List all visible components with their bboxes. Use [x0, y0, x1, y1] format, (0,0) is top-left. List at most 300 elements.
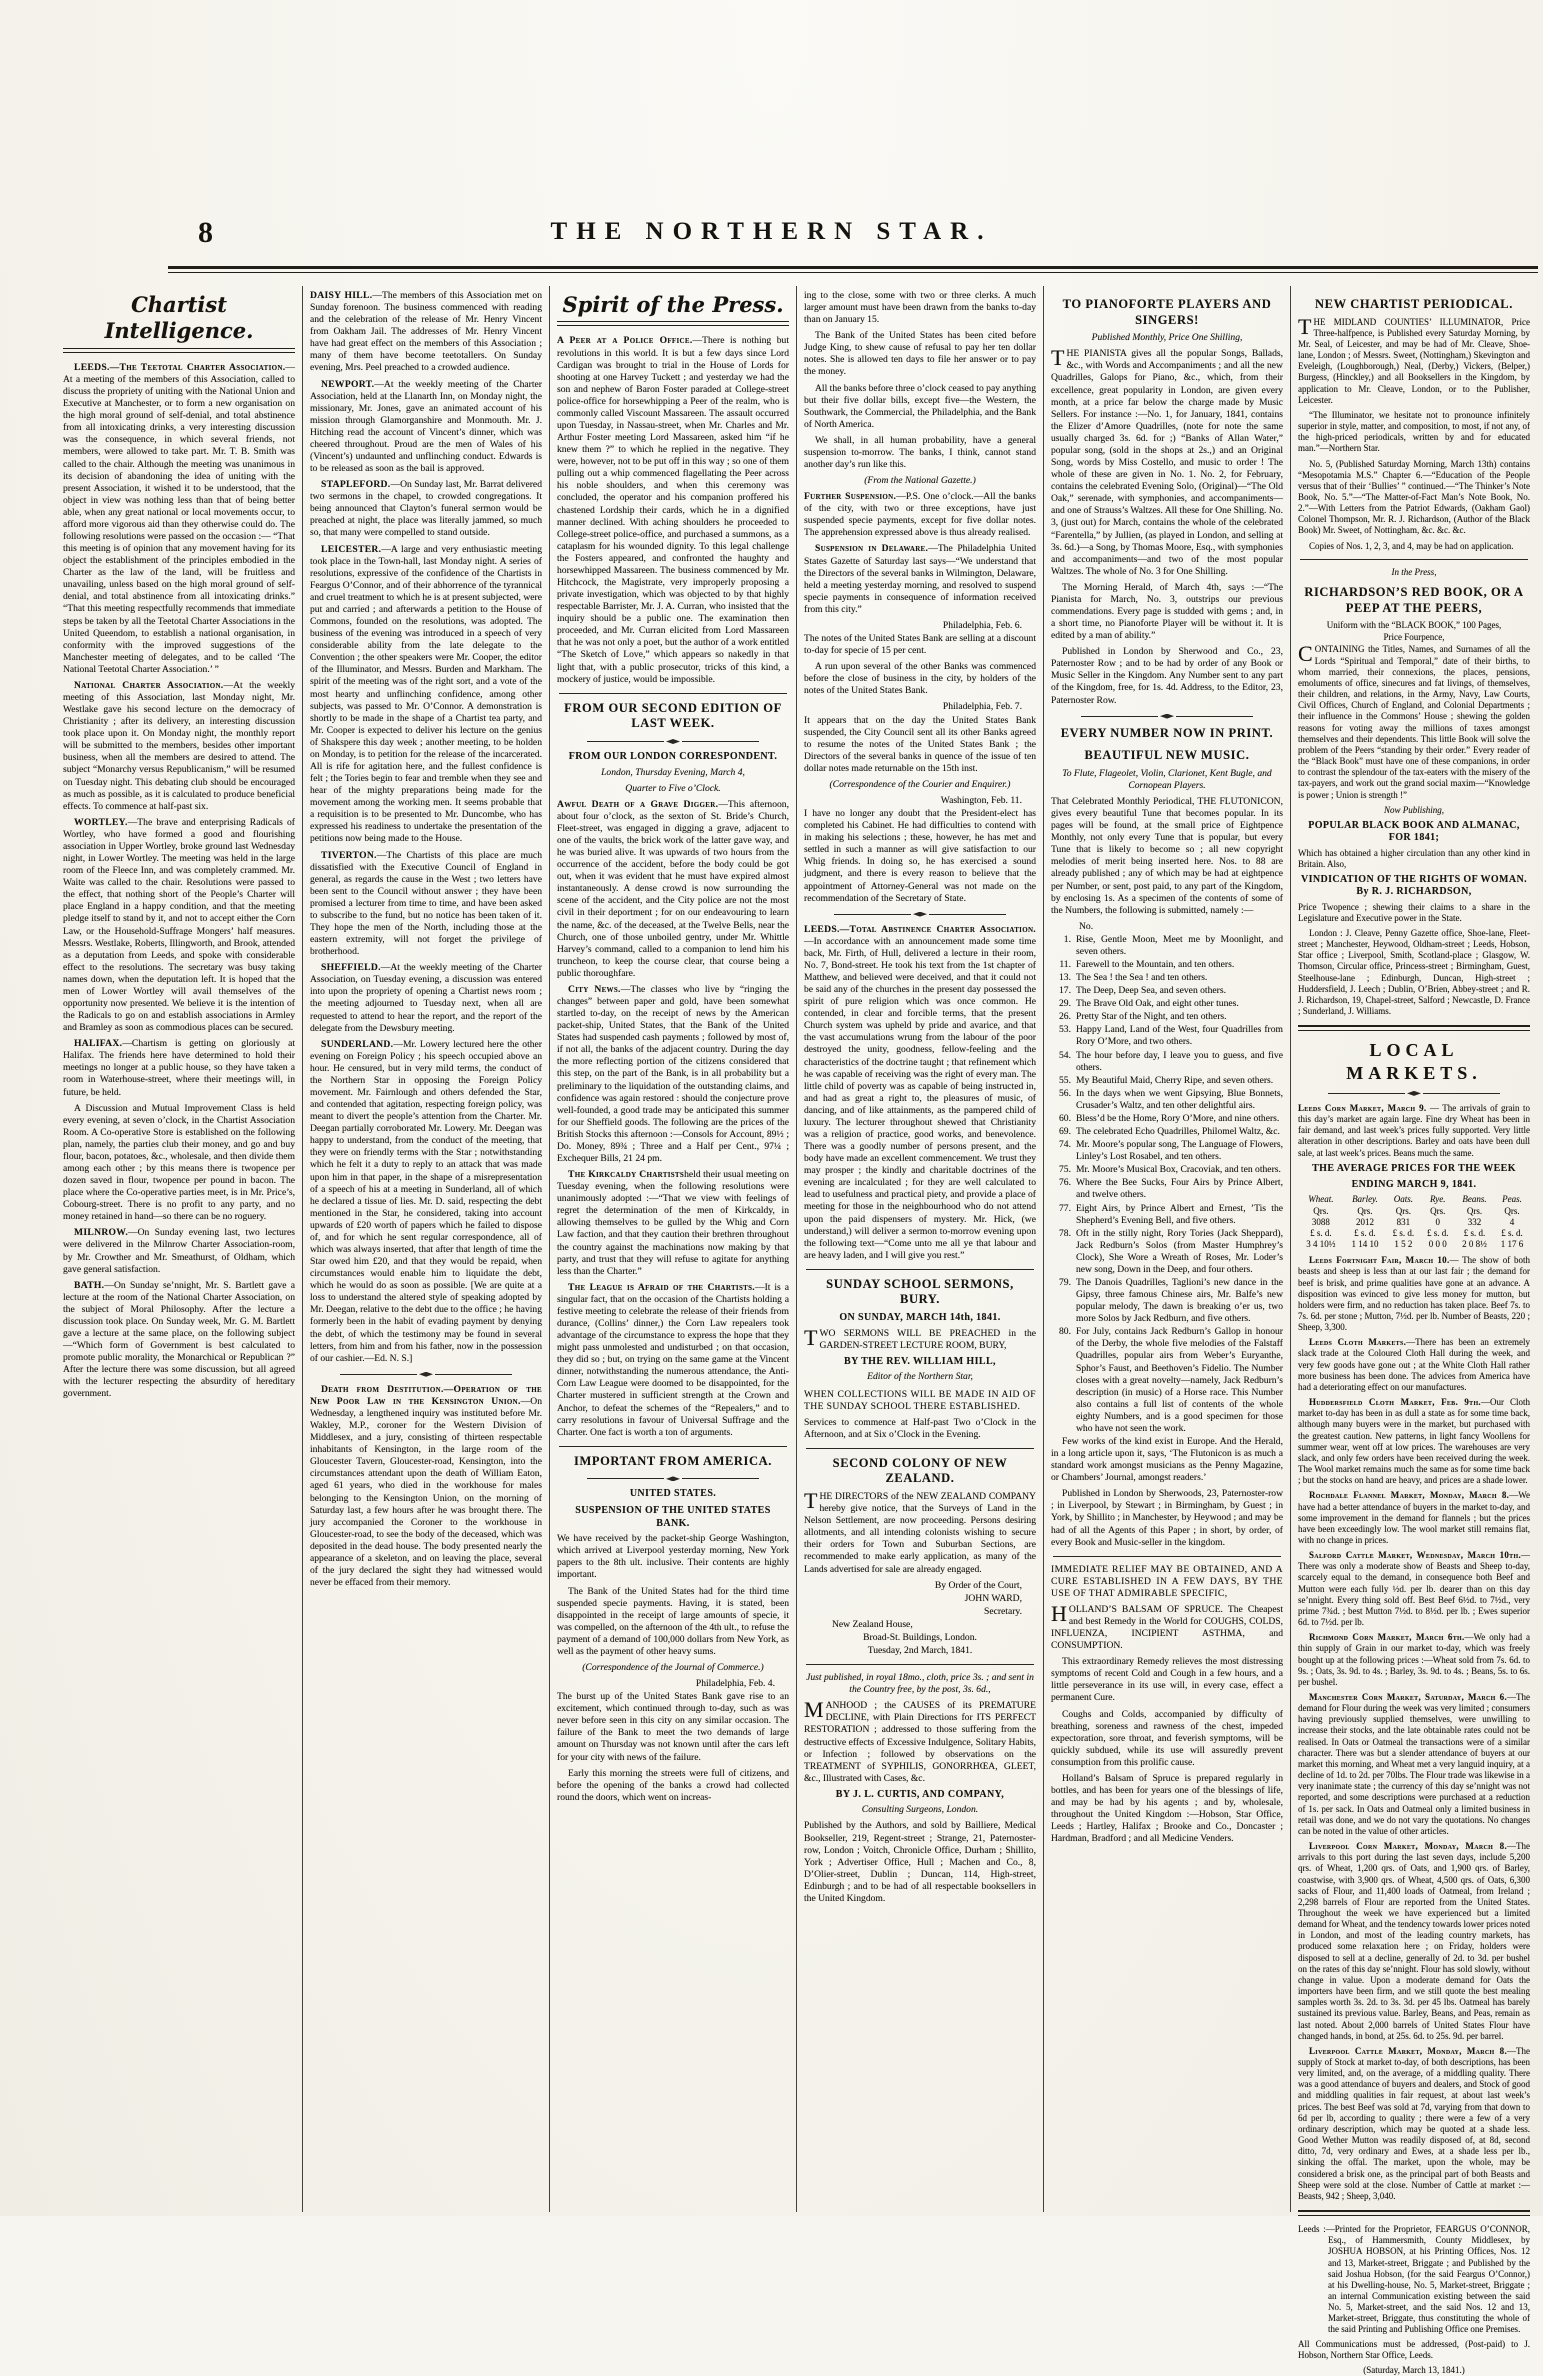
column-3-spirit-of-the-press: [549, 286, 796, 2212]
list-item-number: 60.: [1059, 1112, 1071, 1124]
list-item-text: The Sea ! the Sea ! and ten others.: [1076, 972, 1208, 984]
article-text: —In accordance with an announcement made some time back, Mr. Firth, of Hull, delivered a lecture in their room, No. 7, Bond-street. He took his text from the 1st chapter of Matthew, and believed were deceived, and that it could not be said any of the churches in the present day possessed the spirit of pure religion which was once common. He contended, in clear and forcible terms, that the present Church system was upheld by pride and avarice, and that the vast accumulations wrung from the labour of the poor destroyed the unity, goodness, fellow-feeling and the characteristics of the doctrine taught ; that refinement which he was capable of receiving was the right of every man. The little child of poverty was as capable of being instructed in, and had as great a right to, the pleasures of music, of dancing, and of like attainments, as the pampered child of luxury. The lecturer throughout shewed that Christianity was a religion of practice, good works, and benevolence. There was a goodly number of persons present, and the body have made an excellent commencement. We trust they may prosper ; the kindly and charitable doctrines of the evening are incalculated ; for they are well calculated to lead to usefulness and practical piety, and provide a place of meeting for those in the neighbourhood who do not attend upon the paid dispensers of mystery. Mr. Hick, (we understand,) will deliver a sermon to-morrow evening upon the following text—“Come unto me all ye that labour and are heavy laden, and I will give you rest.”: [804, 935, 1036, 1261]
list-item: [1051, 985, 1283, 997]
list-item-text: The celebrated Echo Quadrilles, Philomel Waltz, &c.: [1076, 1126, 1280, 1138]
table-header-row-cell: Barley.: [1352, 1194, 1378, 1205]
italic-line: Quarter to Five o’Clock.: [625, 782, 721, 794]
article-paragraph: [557, 1169, 789, 1278]
article-paragraph: [804, 290, 1036, 326]
table-header-row-cell: Oats.: [1393, 1194, 1413, 1205]
article-text: Coughs and Colds, accompanied by difficulty of breathing, soreness and rawness of the chest, impeded expectoration, sore throat, and feverish symptoms, will be quickly subdued, while its use will assuredly prevent consumption from this prolific cause.: [1051, 1708, 1283, 1768]
article-paragraph: [1298, 410, 1530, 455]
table-unit-row-cell: Qrs.: [1395, 1205, 1411, 1216]
list-item: [1051, 1177, 1283, 1201]
article-lead: DAISY HILL.: [310, 290, 373, 301]
table-header-row-cell: Wheat.: [1308, 1194, 1334, 1205]
table-unit-row: [1298, 1206, 1530, 1217]
article-text: —There has been an extremely slack trade at the Coloured Cloth Hall during the week, and very few goods have gone out ; at the White Cloth Hall rather more business has been done. The advices from America have had a deteriorating effect on our manufactures.: [1298, 1337, 1530, 1392]
article-text: — The arrivals of grain to this day’s market are again large. Fine dry Wheat has been in fair demand, and last week’s prices fully supported. Very little alteration in other descriptions. Barley and oats have been dull sale, at last week’s prices. Beans much the same.: [1298, 1102, 1530, 1158]
address-line: JOHN WARD,: [964, 1592, 1022, 1604]
caps-paragraph: WHEN COLLECTIONS WILL BE MADE IN AID OF THE SUNDAY SCHOOL THERE ESTABLISHED.: [804, 1388, 1036, 1412]
divider-rule-thin: [806, 1664, 1034, 1665]
article-text: Few works of the kind exist in Europe. And the Herald, in a long article upon it, says, ‘The Flutonicon is as much a standard work amongst musicians as the Penny Magazine, or Chambers’ Journal, amongst readers.’: [1051, 1435, 1283, 1484]
article-paragraph: [557, 799, 789, 980]
article-paragraph: [804, 661, 1036, 697]
list-item-text: The Deep, Deep Sea, and seven others.: [1076, 985, 1226, 997]
article-text: —On Sunday last, Mr. Barrat delivered two sermons in the chapel, to crowded congregations. It being announced that Clayton’s funeral sermon would be preached at night, the place was literally jammed, so much so, that many were compelled to stand outside.: [310, 479, 542, 539]
article-lead: Manchester Corn Market, Saturday, March 6.: [1309, 1692, 1507, 1702]
heading-h3: THE AVERAGE PRICES FOR THE WEEK: [1312, 1162, 1516, 1174]
article-text: —At the weekly meeting of this Association, last Monday night, Mr. Westlake gave his second lecture on the democracy of Christianity ; after its delivery, an interesting discussion took place upon it. On Monday night, the monthly report will be submitted to the members, besides other important business, when all the members are desired to attend. The subject “Monarchy versus Republicanism,” will be resumed on Tuesday night. This debating club should be encouraged as much as possible, as it is calculated to produce beneficial effects. To commence at half-past six.: [63, 679, 295, 812]
article-text: Published by the Authors, and sold by Bailliere, Medical Bookseller, 219, Regent-street ; Strange, 21, Paternoster-row, London ; Voitch, Chronicle Office, Durham ; Shillito, York ; Advertiser Office, Hull ; Machen and Co., 8, D’Olier-street, Dublin ; Duncan, 114, High-street, Edinburgh ; and to be had of all respectable booksellers in the United Kingdom.: [804, 1820, 1036, 1904]
list-item: [1051, 972, 1283, 984]
list-item: [1051, 1139, 1283, 1163]
article-paragraph: [1298, 1255, 1530, 1333]
article-paragraph: [1298, 902, 1530, 924]
column-5-music-advertisements: [1043, 286, 1290, 2212]
article-paragraph: [804, 1488, 1036, 1576]
address-line: Philadelphia, Feb. 7.: [942, 701, 1022, 713]
list-item-text: Eight Airs, by Prince Albert and Ernest, ’Tis the Shepherd’s Evening Bell, and five others.: [1076, 1202, 1283, 1226]
article-text: THE DIRECTORS of the NEW ZEALAND COMPANY hereby give notice, that the Surveys of Land in the Nelson Settlement, are now proceeding. Persons desiring allotments, and all intending colonists wishing to secure their orders for Town and Suburban Sections, are recommended to make early application, as many of the Lands advertised for sale are already engaged.: [804, 1488, 1036, 1575]
article-lead: Salford Cattle Market, Wednesday, March 10th.: [1309, 1550, 1521, 1561]
address-line: Philadelphia, Feb. 6.: [942, 619, 1022, 631]
list-item-number: 77.: [1059, 1202, 1071, 1214]
list-item: [1051, 1011, 1283, 1023]
list-item-number: 78.: [1059, 1227, 1071, 1239]
italic-line: Now Publishing,: [1383, 804, 1444, 815]
list-item: [1051, 1113, 1283, 1125]
article-paragraph: [1298, 2046, 1530, 2202]
address-line: New Zealand House,: [832, 1618, 913, 1630]
italic-line: Consulting Surgeons, London.: [861, 1804, 979, 1816]
divider-rule-thin: [806, 1269, 1034, 1270]
article-text: “The Illuminator, we hesitate not to pronounce infinitely superior in style, matter, and composition, to most, if not any, of the high-priced periodicals, written by and for educated man.”—Northern Star.: [1298, 409, 1530, 454]
section-title-rule: [63, 352, 295, 355]
article-text: —P.S. One o’clock.—All the banks of the city, with two or three exceptions, have just suspended specie payments, except for five dollar notes. The apprehension expressed above is thus already realised.: [804, 491, 1036, 539]
article-paragraph: [1298, 541, 1530, 552]
list-item-text: For July, contains Jack Redburn’s Gallop in honour of the Derby, the whole five melodies of the Falstaff Quadrilles, popular airs from Weber’s Euryanthe, Sphor’s Faust, and Beethoven’s Fidelio. The Number closes with a great novelty—namely, Jack Redburn’s description (in music) of a Horse race. This Number also contains a full list of contents of the whole eighty Numbers, and is a good specimen for those who have not seen the work.: [1076, 1326, 1283, 1434]
article-paragraph: [1298, 1397, 1530, 1486]
article-lead: Suspension in Delaware.: [815, 543, 929, 555]
list-item-number: 1.: [1063, 933, 1071, 945]
article-paragraph: [1051, 796, 1283, 917]
article-lead: WORTLEY.: [74, 816, 128, 828]
list-item-text: Where the Bee Sucks, Four Airs by Prince Albert, and twelve others.: [1076, 1177, 1283, 1201]
table-quantity-row-cell: 332: [1467, 1216, 1482, 1227]
article-text: HOLLAND’S BALSAM OF SPRUCE. The Cheapest and best Remedy in the World for COUGHS, COLDS, INFLUENZA, INCIPIENT ASTHMA, and CONSUMPTION.: [1051, 1600, 1283, 1652]
divider-rule-thin: [806, 1448, 1034, 1449]
article-text: —The Chartists of this place are much dissatisfied with the Executive Council of England in general, as regards the cause in the West ; two letters have been sent to the Council without answer ; they have been promised a lecturer from time to time, and have been asked to subscribe to the fund, but no notice has been taken of it. They hope the men of the North, including those at the eastern extremity, will not forget the privilege of brotherhood.: [310, 849, 542, 958]
list-item: [1051, 998, 1283, 1010]
article-lead: TIVERTON.: [321, 849, 377, 861]
article-lead: Liverpool Corn Market, Monday, March 8.: [1309, 1841, 1507, 1852]
article-paragraph: [557, 984, 789, 1165]
italic-line: To Flute, Flageolet, Violin, Clarionet, Kent Bugle, and Cornopean Players.: [1062, 767, 1272, 791]
table-unit-row-cell: Qrs.: [1357, 1205, 1373, 1216]
article-text: —Chartism is getting on gloriously at Halifax. The friends here have determined to hold their meetings no longer at a public house, so they have taken a room in Waterhouse-street, where their meetings will, in future, be held.: [63, 1038, 295, 1098]
article-text: A run upon several of the other Banks was commenced before the close of business in the city, by holders of the notes of the United States Bank.: [804, 661, 1036, 697]
heading-h2: IMPORTANT FROM AMERICA.: [574, 1453, 772, 1468]
article-paragraph: [1051, 646, 1283, 706]
article-lead: SUNDERLAND.: [321, 1038, 394, 1050]
list-item-number: 13.: [1059, 972, 1071, 984]
article-paragraph: [310, 544, 542, 846]
article-text: —At the weekly meeting of the Charter Association, on Tuesday evening, a discussion was entered into upon the propriety of opening a Chartist news room ; the meeting adjourned to Tuesday next, when all are requested to attend to hear the report, and the report of the delegate from the Dewsbury meeting.: [310, 962, 542, 1034]
article-lead: Death from Destitution.—Operation of the New Poor Law in the Kensington Union.: [310, 1383, 542, 1407]
list-item-text: Farewell to the Mountain, and ten others.: [1076, 959, 1235, 971]
article-paragraph: [1298, 2339, 1530, 2361]
table-price-unit-row: [1298, 1228, 1530, 1239]
table-quantity-row-cell: 831: [1396, 1216, 1411, 1227]
table-price-row-cell: 1 14 10: [1351, 1239, 1379, 1250]
heading-h2: RICHARDSON’S RED BOOK, OR A PEEP AT THE PEERS,: [1304, 584, 1524, 615]
list-item-text: Bless’d be the Home, Rory O’More, and nine others.: [1076, 1112, 1280, 1124]
italic-line: (Correspondence of the Journal of Commerce.): [582, 1661, 764, 1673]
list-item-number: 80.: [1059, 1326, 1071, 1338]
italic-line: Editor of the Northern Star,: [867, 1371, 973, 1383]
diamond-ornament: [913, 912, 927, 917]
list-item: [1051, 1075, 1283, 1087]
article-paragraph: [804, 924, 1036, 1262]
divider-rule-orn: [587, 739, 759, 744]
article-paragraph: [310, 290, 542, 375]
diamond-ornament: [1407, 1091, 1421, 1096]
list-item-number: 29.: [1059, 998, 1071, 1010]
article-paragraph: [1051, 1488, 1283, 1548]
heading-h3: ON SUNDAY, MARCH 14th, 1841.: [839, 1312, 1001, 1324]
table-quantity-row: [1298, 1217, 1530, 1228]
article-text: TWO SERMONS WILL BE PREACHED in the GARDEN-STREET LECTURE ROOM, BURY,: [804, 1324, 1036, 1351]
article-lead: MILNROW.: [74, 1227, 129, 1239]
list-item-number: 76.: [1059, 1177, 1071, 1189]
article-text: Published in London by Sherwood and Co., 23, Paternoster Row ; and to be had by order of any Book or Music Seller in the Kingdom. Any Number sent to any part of the Kingdom, free, for 1s. 4d. Address, to the Editor, 23, Paternoster Row.: [1051, 646, 1283, 706]
column-1-chartist-intelligence: [56, 286, 302, 2212]
article-text: —Our Cloth market to-day has been in as dull a state as for some time back, although many buyers were in the market, but purchased with the greatest caution. New patterns, in light fancy Woollens for summer wear, went off at low prices. The warehouses are very slack, and only few orders have been received during the week. The Wool market remains much the same as for some time back ; but the stocks on hand are heavy, and prices are a shade lower.: [1298, 1397, 1530, 1486]
article-lead: HALIFAX.: [74, 1038, 123, 1050]
list-item: [1051, 1126, 1283, 1138]
table-quantity-row-cell: 0: [1435, 1216, 1441, 1227]
article-lead: Liverpool Cattle Market, Monday, March 8.: [1309, 2045, 1507, 2056]
article-paragraph: [1051, 582, 1283, 642]
article-paragraph: [804, 330, 1036, 378]
article-text: held their usual meeting on Tuesday evening, when the following resolutions were unanimously adopted :—“That we view with feelings of regret the determination of the men of Kirkcaldy, in allowing themselves to be gulled by the Whig and Corn Law faction, and that they caution their brethren throughout the country against the machinations now making by that party, and trust that they will refuse to agitate for anything less than the Charter.”: [557, 1169, 789, 1277]
table-price-row-cell: 0 0 0: [1428, 1239, 1447, 1250]
divider-rule-orn: [834, 912, 1006, 917]
article-text: All the banks before three o’clock ceased to pay anything but their five dollar bills, except five—the Western, the Southwark, the Commercial, the Philadelphia, and the Bank of North America.: [804, 382, 1036, 430]
list-item-number: 54.: [1059, 1049, 1071, 1061]
article-paragraph: [1298, 459, 1530, 537]
article-paragraph: [1051, 1436, 1283, 1484]
article-paragraph: [1298, 1550, 1530, 1628]
section-title-rule: [557, 325, 789, 328]
article-paragraph: [310, 1384, 542, 1589]
flutonicon-contents-list: [1051, 934, 1283, 1435]
article-text: —It is a singular fact, that on the occasion of the Chartists holding a festive meeting to celebrate the release of their friends from durance, (Collins’ dinner,) the Corn Law repealers took advantage of the circumstance to express the hope that they might pass unmolested and undisturbed ; on that occasion, they did so ; but, on trying on the same game at the Vincent dinner, notwithstanding the numerous attendance, the Anti-Corn Law League were doomed to be disappointed, for the Charter mustered in sufficient strength at the Crown and Anchor, to defeat the schemes of the “Repealers,” and to carry resolutions in favour of Universal Suffrage and the Charter. One fact is worth a ton of arguments.: [557, 1281, 789, 1438]
article-paragraph: [557, 335, 789, 685]
list-item: [1051, 1228, 1283, 1276]
article-text: MANHOOD ; the CAUSES of its PREMATURE DECLINE, with Plain Directions for ITS PERFECT RESTORATION ; addressed to those suffering from the destructive effects of Excessive Indulgence, Solitary Habits, or Infection ; followed by observations on the TREATMENT of SYPHILIS, GONORRHŒA, GLEET, &c., Illustrated with Cases, &c.: [804, 1697, 1036, 1784]
article-text: THE PIANISTA gives all the popular Songs, Ballads, &c., with Words and Accompaniments ; and all the new Quadrilles, Galops for Piano, &c., which, from their excellence, great popularity in London, are given every month, at a price far below the charge made by Music Sellers. For instance :—No. 1, for January, 1841, contains the Elizer d’Amore Quadrilles, (note for note the same usually charged 3s. 6d. for ;) “Banks of Allan Water,” popular song, (sold in the shops at 2s.,) and an Original Song, words by Miss Costello, and music to order ! The whole of these are given in No. 1. No. 2, for February, contains the celebrated Evening Solo, (Original)—“The Old Oak,” serenade, with symphonies, and accompaniments—and one of Strauss’s Waltzes. All these for One Shilling. No. 3, (just out) for March, contains the whole of the celebrated “Farentella,” by Jullien, (as played in London, and selling at 3s. 6d.)—a Song, by Thomas Moore, Esq., with symphonies and accompaniments—and two of the most popular Waltzes. The whole of No. 3 for One Shilling.: [1051, 345, 1283, 577]
heading-h2: SECOND COLONY OF NEW ZEALAND.: [832, 1455, 1008, 1486]
list-item: [1051, 1024, 1283, 1048]
article-paragraph: [1298, 1337, 1530, 1393]
list-item: [1051, 1050, 1283, 1074]
divider-rule-thin: [559, 1446, 787, 1447]
article-text: It appears that on the day the United States Bank suspended, the City Council sent all its other Banks agreed to resume the notes of the United States Bank ; the Directors of the several banks in quence of the issue of ten dollar notes made returnable on the 15th inst.: [804, 714, 1036, 774]
address-line: Price Fourpence,: [1383, 632, 1445, 643]
article-text: —On Sunday se’nnight, Mr. S. Bartlett gave a lecture at the room of the National Charter Association, on the subject of Moral Philosophy. After the lecture a discussion took place. On Sunday week, Mr. G. M. Bartlett gave a lecture at the same place, on the following subject—“Which form of Government is best calculated to promote public morality, the Monarchical or Republican ?” After the lecture there was some discussion, but all agreed with the lecturer respecting the absurdity of hereditary government.: [63, 1279, 295, 1400]
article-paragraph: [310, 850, 542, 959]
masthead-rule: [168, 266, 1538, 273]
article-text: —At the weekly meeting of the Charter Association, held at the Llanarth Inn, on Monday night, the missionary, Mr. Jones, gave an animated account of his mission through Glamorganshire and Monmouth. Mr. J. Hitching read the account of Vincent’s dinner, which was cheered throughout. Proud are the men of Wales of his (Vincent’s) undaunted and unflinching conduct. Edwards is to be released as soon as the bail is approved.: [310, 378, 542, 475]
list-item-number: 75.: [1059, 1164, 1071, 1176]
list-item-text: Rise, Gentle Moon, Meet me by Moonlight, and seven others.: [1076, 933, 1283, 957]
table-unit-row-cell: Qrs.: [1466, 1205, 1483, 1216]
diamond-ornament: [419, 1372, 433, 1377]
article-text: —This afternoon, about four o’clock, as the sexton of St. Bride’s Church, Fleet-street, was engaged in digging a grave, adjacent to one of the vaults, the brick work of the latter gave way, and he was buried alive. It was upwards of two hours from the occurrence of the accident, before the body could be got out, when it was evident that he must have expired almost instantaneously. A dense crowd is now surrounding the scene of the accident, and the City police are not the most civil in their deportment ; for on our endeavouring to learn the name, &c. of the deceased, at the Twelve Bells, near the Church, one of those unboiled gentry, under Mr. Whittle Harvey’s command, called to a companion to lend him his truncheon, to keep the course clear, that course being a public thoroughfare.: [557, 798, 789, 979]
article-text: — The show of both beasts and sheep is less than at our last fair ; the demand for beef is brisk, and prime qualities have gone at an advance. A disposition was evinced to give less money for mutton, but holders were firm, and no reduction has taken place. Beef 7s. to 7s. 6d. per stone ; Mutton, 7½d. per lb. Number of Beasts, 220 ; Sheep, 3,300.: [1298, 1255, 1530, 1333]
list-item-text: The Brave Old Oak, and eight other tunes.: [1076, 998, 1239, 1010]
article-text: —There was only a moderate show of Beasts and Sheep to-day, scarcely equal to the demand, in consequence both Beef and Mutton were each fully ½d. per lb. dearer than on this day se’nnight. Every thing sold off. Best Beef 6½d. to 7½d., very prime 7¾d. ; best Mutton 7½d. to 8½d. per lb. ; Ewes superior 6d. to 7½d. per lb.: [1298, 1550, 1530, 1628]
divider-rule-orn: [1081, 714, 1253, 719]
article-paragraph: [1298, 1692, 1530, 1837]
divider-rule-orn: [587, 1476, 759, 1481]
list-item: [1051, 1277, 1283, 1325]
divider-rule-orn: [1328, 1091, 1500, 1096]
list-item-text: Happy Land, Land of the West, four Quadrilles from Rory O’More, and two others.: [1076, 1024, 1283, 1048]
caps-paragraph: IMMEDIATE RELIEF MAY BE OBTAINED, AND A CURE ESTABLISHED IN A FEW DAYS, BY THE USE OF THAT ADMIRABLE SPECIFIC,: [1051, 1563, 1283, 1599]
article-text: —On Wednesday, a lengthened inquiry was instituted before Mr. Wakley, M.P., coroner for the Western Division of Middlesex, and a jury, consisting of thirteen respectable inhabitants of Kensington, in the large room of the Gloucester Tavern, Gloucester-road, Kensington, into the circumstances attendant upon the death of William Eaton, aged 61 years, who died in the workhouse for males belonging to the Kensington Union, on the morning of Saturday last, a few hours after he was brought there. The jury accompanied the Coroner to the workhouse in Gloucester-road, to see the body of the deceased, which was deposited in the dead house. The body presented nearly the appearance of a skeleton, and on leaving the place, several of the jury declared the sight they had witnessed would never be effaced from their memory.: [310, 1395, 542, 1589]
list-item-text: In the days when we went Gipsying, Blue Bonnets, Crusader’s Waltz, and ten other delightful airs.: [1076, 1087, 1283, 1111]
article-paragraph: [1298, 1632, 1530, 1688]
article-paragraph: [804, 1417, 1036, 1441]
table-header-row-cell: Rye.: [1429, 1194, 1446, 1205]
average-prices-table: [1298, 1194, 1530, 1250]
table-quantity-row-cell: 4: [1509, 1216, 1515, 1227]
list-item-text: The Danois Quadrilles, Taglioni’s new dance in the Gipsy, three famous Chinese airs, Mr. Balfe’s new popular melody, The dawn is breaking o’er us, two more Solos by Jack Redburn, and five others.: [1076, 1276, 1283, 1325]
page-number: 8: [198, 216, 213, 249]
article-paragraph: [1051, 1773, 1283, 1845]
list-item-text: Mr. Moore’s Musical Box, Cracoviak, and ten others.: [1076, 1164, 1281, 1176]
article-text: THE MIDLAND COUNTIES’ ILLUMINATOR, Price Three-halfpence, is Published every Saturday Morning, by Mr. Seal, of Leicester, and may be had of Mr. Cleave, Shoe-lane, London ; of Messrs. Sweet, (Nottingham,) Skevington and Eveleigh, (Loughborough,) Neal, (Derby,) Vickers, (Belper,) Burgess, (Hinckley,) and all Booksellers in the Kingdom, by application to Mr. Cleave, London, or to the Publisher, Leicester.: [1298, 313, 1530, 405]
italic-line: (From the National Gazette.): [864, 475, 976, 487]
columns: [56, 286, 1537, 2375]
article-paragraph: [557, 1768, 789, 1804]
article-paragraph: [310, 479, 542, 539]
list-item-text: Oft in the stilly night, Rory Tories (Jack Sheppard), Jack Redburn’s Solos (from Master Humphrey’s Clock), She Wore a Wreath of Roses, Mr. Loder’s new song, Down in the Deep, and four others.: [1076, 1227, 1283, 1275]
heading-h3: BY THE REV. WILLIAM HILL,: [844, 1355, 996, 1367]
table-unit-row-cell: Qrs.: [1504, 1205, 1520, 1216]
article-paragraph: [804, 1820, 1036, 1905]
address-line: Broad-St. Buildings, London.: [863, 1631, 977, 1643]
article-paragraph: [63, 817, 295, 1034]
divider-rule-thin: [1300, 559, 1528, 560]
heading-h3: SUSPENSION OF THE UNITED STATES BANK.: [575, 1505, 771, 1529]
table-price-unit-row-cell: £ s. d.: [1310, 1227, 1332, 1238]
article-paragraph: [1298, 1103, 1530, 1159]
list-item: [1051, 1203, 1283, 1227]
article-text: The burst up of the United States Bank gave rise to an excitement, which continued through to-day, such as was never before seen in this city on any similar occasion. The failure of the Bank to meet the two demands of large amount on Thursday was not known until after the cars left for your city with news of the failure.: [557, 1691, 789, 1763]
table-header-row: [1298, 1194, 1530, 1205]
heading-h3: ENDING MARCH 9, 1841.: [1351, 1179, 1477, 1191]
article-paragraph: [1298, 928, 1530, 1017]
table-price-row-cell: 2 0 8½: [1462, 1239, 1487, 1250]
italic-line: Just published, in royal 18mo., cloth, price 3s. ; and sent in the Country free, by the post, 3s. 6d.,: [806, 1672, 1034, 1696]
list-item-text: Mr. Moore’s popular song, The Language of Flowers, Linley’s Lost Rosabel, and ten others.: [1076, 1139, 1283, 1163]
article-text: We shall, in all human probability, have a general suspension to-morrow. The banks, I think, cannot stand another day’s run like this.: [804, 434, 1036, 471]
list-item-number: 53.: [1059, 1024, 1071, 1036]
heading-h3: BY J. L. CURTIS, AND COMPANY,: [835, 1788, 1005, 1800]
table-price-unit-row-cell: £ s. d.: [1354, 1227, 1376, 1238]
article-paragraph: [804, 1697, 1036, 1785]
article-text: That Celebrated Monthly Periodical, THE FLUTONICON, gives every beautiful Tune that becomes popular. In its pages will be found, at the small price of Eightpence Monthly, not only every Tune that is popular, but every Tune that is likely to become so ; all new copyright melodies of merit being inserted here. Nos. to 88 are already published ; any of which may be had at eightpence per Number, or sent, post paid, to any part of the Kingdom, by enclosing 1s. As a specimen of the contents of some of the Numbers, the following is submitted, namely :—: [1051, 796, 1283, 916]
article-text: ing to the close, some with two or three clerks. A much larger amount must have been drawn from the banks to-day than on January 15.: [804, 290, 1036, 326]
article-paragraph: [1051, 1600, 1283, 1652]
article-lead: Huddersfield Cloth Market, Feb. 9th.: [1309, 1397, 1481, 1408]
article-lead: SHEFFIELD.: [321, 962, 381, 974]
article-paragraph: [1298, 1841, 1530, 2042]
table-header-row-cell: Peas.: [1502, 1194, 1522, 1205]
imprint-colophon: Leeds :—Printed for the Proprietor, FEARGUS O’CONNOR, Esq., of Hammersmith, County Middlesex, by JOSHUA HOBSON, at his Printing Offices, Nos. 12 and 13, Market-street, Briggate ; and Published by the said Joshua Hobson, (for the said Feargus O’Connor,) at his Dwelling-house, No. 5, Market-street, Briggate ; an internal Communication existing between the said No. 5, Market-street, and the said Nos. 12 and 13, Market-street, Briggate, thus constituting the whole of the said Printing and Publishing Office one Premises.: [1298, 2224, 1530, 2335]
article-paragraph: [63, 1227, 295, 1275]
article-text: —The arrivals to this port during the last seven days, include 5,200 qrs. of Wheat, 1,200 qrs. of Oats, and 1,900 qrs. of Barley, coastwise, with 3,900 qrs. of Wheat, 4,500 qrs. of Oats, 6,300 sacks of Flour, and 11,400 loads of Oatmeal, from Ireland ; 2,298 barrels of Flour are reported from the United States. Throughout the week we have experienced but a limited demand for Wheat, and the tendency towards lower prices noted in London, and most of the leading country markets, has produced some relaxation here ; on Friday, holders were disposed to sell at a decline, generally of 2d. to 3d. per bushel on the rates of this day se’nnight. Flour has sold slowly, without change in value. Upon a moderate demand for Oats the importers have been firm, and we still quote the best mealing samples worth 3s. 2d. to 3s. 3d. per 45 lbs. Oatmeal has barely sustained its previous value. Barley, Beans, and Peas, remain as last noted. About 2,000 barrels of United States Flour have changed hands, in bond, at 25s. 6d. to 25s. 9d. per barrel.: [1298, 1841, 1530, 2041]
article-lead: STAPLEFORD.: [321, 479, 391, 491]
article-text: —We have had a better attendance of buyers in the market to-day, and some improvement in the demand for flannels ; but the prices have been exceedingly low. The wool market still remains flat, with no change in prices.: [1298, 1490, 1530, 1545]
address-line: Uniform with the “BLACK BOOK,” 100 Pages,: [1326, 620, 1502, 631]
list-item-number: 17.: [1059, 985, 1071, 997]
list-item: [1051, 934, 1283, 958]
article-lead: Leeds Cloth Markets.: [1309, 1337, 1407, 1348]
article-paragraph: [804, 383, 1036, 431]
article-paragraph: [63, 680, 295, 813]
article-text: Services to commence at Half-past Two o’Clock in the Afternoon, and at Six o’Clock in the Evening.: [804, 1416, 1036, 1440]
article-paragraph: [804, 808, 1036, 905]
article-text: No. 5, (Published Saturday Morning, March 13th) contains “Mesopotamia M.S.” Chapter 6.—“Education of the People versus that of their ‘Bullies’ ” continued.—“The Thinker’s Note Book, No. 5.”—“The Matter-of-Fact Man’s Note Book, No. 2.”—With Letters from the Patriot Edwards, (Oakham Gaol) Colonel Thompson, Mr. R. J. Richardson, (Author of the Black Book) Mr. Sweet, of Nottingham, &c. &c. &c.: [1298, 458, 1530, 536]
article-paragraph: [804, 633, 1036, 657]
list-item-number: 74.: [1059, 1139, 1071, 1151]
diamond-ornament: [666, 739, 680, 744]
article-paragraph: [804, 543, 1036, 615]
heading-h3: FROM OUR LONDON CORRESPONDENT.: [568, 750, 778, 762]
article-text: —We only had a thin supply of Grain in our market to-day, which was freely bought up at the following prices :—Wheat sold from 7s. 6d. to 9s. ; Oats, 3s. 9d. to 4s. ; Barley, 3s. 9d. to 4s. ; Beans, 5s. to 6s. per bushel.: [1298, 1632, 1530, 1687]
table-price-unit-row-cell: £ s. d.: [1463, 1227, 1486, 1238]
article-lead: National Charter Association.: [74, 679, 224, 691]
list-item-number: 79.: [1059, 1276, 1071, 1288]
article-text: —Mr. Lowery lectured here the other evening on Foreign Policy ; his speech occupied above an hour. He censured, but in very mild terms, the conduct of the Northern Star in opposing the Foreign Policy movement. Mr. Fairnlough and others defended the Star, and contended that agitation, respecting foreign policy, was meant to divert the people’s attention from the Charter. Mr. Deegan partially corroborated Mr. Lowery. Mr. Deegan was happy to understand, from the conduct of the meeting, that they were on friendly terms with the Star ; notwithstanding which he felt it a duty to reply to an attack that was made upon him in that paper, in the shape of a misrepresentation of a speech of his at a meeting in Sunderland, all of which he declared a tissue of lies. Mr. D. said, respecting the debt mentioned in the Star, he considered, taking into account upwards of £20 worth of papers which he failed to dispose of, and for which he sent regular correspondence, all of which was always inserted, that after that length of time the Star owed him £20, and that they would be repaid, when circumstances would enable him to liquidate the debt, which he would do as soon as possible. [We are quite at a loss to understand the altered style of speaking adopted by Mr. Deegan, relative to the debt due to the office ; he having formerly been in the habit of evading payment by denying the debt, of which the testimony may be found in several letters, from him and from his father, now in the possession of our cashier.—Ed. N. S.]: [310, 1038, 542, 1364]
heading-h2: NEW CHARTIST PERIODICAL.: [1315, 297, 1513, 311]
article-text: —The Philadelphia United States Gazette of Saturday last says—“We understand that the Directors of the several banks in Wilmington, Delaware, held a meeting yesterday morning, and resolved to suspend specie payments in consequence of information received from this city.”: [804, 543, 1036, 615]
article-paragraph: [63, 1038, 295, 1098]
article-paragraph: [557, 1586, 789, 1658]
article-text: Copies of Nos. 1, 2, 3, and 4, may be had on application.: [1309, 540, 1514, 551]
article-text: All Communications must be addressed, (Post-paid) to J. Hobson, Northern Star Office, Leeds.: [1298, 2338, 1530, 2360]
article-paragraph: [1298, 1490, 1530, 1546]
heading-h3: POPULAR BLACK BOOK AND ALMANAC, FOR 1841;: [1308, 819, 1520, 844]
article-paragraph: [1298, 313, 1530, 406]
article-text: —The classes who live by “ringing the changes” between paper and gold, have been somewhat startled to-day, on the receipt of news by the American packet-ship, United States, that the Bank of the United States had suspended cash payments ; followed by most of, if not all, the banks of the adjacent country. During the day the more reflecting portion of the citizens considered that this step, on the part of the Bank, is in all probability but a preliminary to the liquidation of the outstanding claims, and confidence was again restored : should the conjecture prove well-founded, a good trade may be anticipated this summer for our Sheffield goods. The following are the prices of the British Stocks this afternoon :—Consols for Account, 89½ ; Do. Money, 89¾ ; Three and a Half per Cent., 97¼ ; Exchequer Bills, 21 24 pm.: [557, 983, 789, 1164]
address-line: Tuesday, 2nd March, 1841.: [867, 1645, 973, 1657]
table-header-row-cell: Beans.: [1462, 1194, 1487, 1205]
table-price-row-cell: 1 17 6: [1500, 1239, 1524, 1250]
article-paragraph: [1051, 1709, 1283, 1769]
table-price-unit-row-cell: £ s. d.: [1392, 1227, 1415, 1238]
list-item-text: The hour before day, I leave you to guess, and five others.: [1076, 1049, 1283, 1073]
article-text: We have received by the packet-ship George Washington, which arrived at Liverpool yesterday morning, New York papers to the 8th ult. inclusive. Their contents are highly important.: [557, 1533, 789, 1581]
article-text: London : J. Cleave, Penny Gazette office, Shoe-lane, Fleet-street ; Manchester, Heywood, Oldham-street ; Leeds, Hobson, Star office ; Liverpool, Smith, Scotland-place ; Glasgow, W. Thomson, Circular office, Princess-street ; Birmingham, Guest, Steelhouse-lane ; Edinburgh, Duncan, High-street ; Huddersfield, J. Leech ; Dublin, O’Brien, Abbey-street ; and R. J. Richardson, 19, Chapel-street, Salford ; Newcastle, D. France ; Sunderland, J. Williams.: [1298, 928, 1530, 1017]
article-paragraph: [1298, 641, 1530, 800]
table-price-row-cell: 3 4 10½: [1306, 1239, 1336, 1250]
heading-h1: LOCAL MARKETS.: [1346, 1040, 1482, 1083]
article-paragraph: [1298, 848, 1530, 870]
article-paragraph: [63, 1103, 295, 1224]
article-lead: BATH.: [74, 1279, 105, 1291]
list-item-number: 26.: [1059, 1011, 1071, 1023]
table-quantity-row-cell: 3088: [1311, 1216, 1330, 1227]
article-paragraph: [63, 362, 295, 676]
table-unit-row-cell: Qrs.: [1430, 1205, 1446, 1216]
heading-h2: BEAUTIFUL NEW MUSIC.: [1084, 748, 1250, 763]
list-item-number: 55.: [1059, 1074, 1071, 1086]
table-price-row: [1298, 1239, 1530, 1250]
column-4-america-and-notices: [796, 286, 1043, 2212]
article-text: The notes of the United States Bank are selling at a discount to-day for specie of 15 per cent.: [804, 633, 1036, 657]
heading-h3: VINDICATION OF THE RIGHTS OF WOMAN. By R. J. RICHARDSON,: [1300, 873, 1528, 898]
heading-h2: FROM OUR SECOND EDITION OF LAST WEEK.: [564, 700, 782, 731]
list-item: [1051, 1164, 1283, 1176]
list-item-number: 69.: [1059, 1126, 1071, 1138]
list-item-text: My Beautiful Maid, Cherry Ripe, and seven others.: [1076, 1074, 1274, 1086]
article-text: —A large and very enthusiastic meeting took place in the Town-hall, last Monday night. A series of resolutions, expressive of the confidence of the Chartists in Feargus O’Connor, and of their abhorrence of the tyrannical and cruel treatment to which he is at present subjected, were put and carried ; and afterwards a petition to the House of Commons, founded on the resolutions, was adopted. The business of the evening was introduced in a speech of very considerable ability from the late delegate to the Convention ; the other speakers were Mr. Cooper, the editor of the Illuminator, and Messrs. Burden and Markham. The spirit of the meeting was of the right sort, and a vote of the most hearty and unflinching confidence, among other subjects, was passed to Mr. O’Connor. A demonstration is shortly to be made in the shape of a Chartist tea party, and Mr. Cooper is expected to deliver his lecture on the genius of Shakspere this day week ; another meeting, to be holden on Monday, is to petition for the release of the incarcerated. All is rife for agitation here, and the fullest confidence is felt ; the Tories begin to fear and tremble when they see and hear of the mighty preparations being made for the movement among the working men. It seems probable that a requisition is to be presented to Mr. Duncombe, who has expressed his readiness to undertake the presentation of the petitions now being made to the House.: [310, 543, 542, 845]
heading-h2: EVERY NUMBER NOW IN PRINT.: [1060, 725, 1274, 740]
article-lead: NEWPORT.: [321, 378, 375, 390]
article-lead: City News.: [568, 983, 621, 995]
article-paragraph: [804, 491, 1036, 539]
article-text: Published in London by Sherwoods, 23, Paternoster-row ; in Liverpool, by Stewart ; in Birmingham, by Guest ; in York, by Shillito ; in Manchester, by Heywood ; and may be had of all the Agents of this Paper ; in short, by order, of every Book and Music-seller in the kingdom.: [1051, 1488, 1283, 1548]
diamond-ornament: [1160, 714, 1174, 719]
section-title-chartist-intelligence: Chartist Intelligence.: [63, 292, 295, 349]
article-paragraph: [310, 1039, 542, 1365]
italic-line: Published Monthly, Price One Shilling,: [1091, 332, 1243, 344]
article-paragraph: [804, 715, 1036, 775]
list-item-text: Pretty Star of the Night, and ten others.: [1076, 1011, 1227, 1023]
article-text: Early this morning the streets were full of citizens, and before the opening of the banks a crowd had collected round the doors, which went on increas-: [557, 1767, 789, 1803]
article-paragraph: [310, 379, 542, 476]
italic-line: (Correspondence of the Courier and Enquirer.): [829, 778, 1011, 790]
list-item: [1051, 959, 1283, 971]
list-item-number: 11.: [1059, 959, 1071, 971]
table-quantity-row-cell: 2012: [1355, 1216, 1374, 1227]
article-text: —The brave and enterprising Radicals of Wortley, who have formed a good and flourishing association in Upper Wortley, broke ground last Wednesday night, in Lower Wortley. The meeting was held in the large room of the Fleece Inn, and was completely crammed. Mr. Waite was called to the chair. Resolutions were passed to the effect, that nothing short of the People’s Charter will place England in a happy condition, and that the meeting pledge itself to stand by it, and not to accept either the Corn Law, or the Household-Suffrage Mongers’ half measures. Messrs. Westlake, Roberts, Illingworth, and Brook, attended as a deputation from Leeds, and spoke with considerable effect to the resolutions. The secretary was busy taking names down, when the deputation left. It is hoped that the men of Lower Wortley will avail themselves of the opportunity now presented. We believe it is the intention of the Radicals to go on and establish associations in Armley and Bramley as soon as commodious places can be secured.: [63, 816, 295, 1034]
table-price-row-cell: 1 5 2: [1394, 1239, 1413, 1250]
article-text: —At a meeting of the members of this Association, called to discuss the propriety of uniting with the National Union and Executive at Manchester, or to form a new organisation on the high moral ground of self-denial, and total abstinence from all intoxicating drinks, a very interesting discussion was the consequence, in which several friends, not members, were allowed to take part. Mr. T. B. Smith was called to the chair. Although the meeting was unanimous in its decision of abandoning the idea of uniting with the present Association, it wished it to be understood, that the object in view was nothing less than that of being better able, when any great national or local movements occur, to afford more vigorous aid than they otherwise could do. The following resolutions were passed on the occasion :— “That this meeting is of opinion that any movement having for its object the establishment of the principles embodied in the Charter as the law of the land, will be fruitless and unavailing, unless based on the high moral ground of self-denial, and total abstinence from all intoxicating drinks.” “That this meeting respectfully recommends that immediate steps be taken by all the Teetotal Charter Associations in the United Queendom, to establish a national organisation, in conformity with the improved suggestions of the Manchester meeting of delegates, and to be called ‘The National Teetotal Charter Association.’ ”: [63, 361, 295, 675]
diamond-ornament: [666, 1476, 680, 1481]
list-item: [1051, 1326, 1283, 1435]
article-text: —The supply of Stock at market to-day, of both descriptions, has been very limited, and, on the average, of a middling quality. There was a good attendance of buyers and dealers, and Stock of good and middling qualities in fair request, at about last week’s prices. The best Beef was sold at 7d, varying from that down to 6d per lb, according to quality ; there were a few of a very ordinary description, which may be quoted at a shade less. Good Wether Mutton was readily disposed of, at 8d, second ditto, 7d, very ordinary and Ewes, at a shade less per lb., sinking the offal. The market, upon the whole, may be considered a brisk one, as the principal part of both Beasts and Sheep were sold at the close. Number of Cattle at market :—Beasts, 942 ; Sheep, 3,040.: [1298, 2045, 1530, 2201]
article-lead: LEEDS.—Total Abstinence Charter Association.: [804, 923, 1036, 935]
article-lead: Rochdale Flannel Market, Monday, March 8.: [1309, 1490, 1510, 1501]
table-price-unit-row-cell: £ s. d.: [1501, 1227, 1523, 1238]
article-text: The Morning Herald, of March 4th, says :—“The Pianista for March, No. 3, outstrips our previous commendations. Every page is studded with gems ; and, in a short time, no Pianoforte Player will be without it. It is edited by a man of ability.”: [1051, 581, 1283, 642]
table-unit-row-cell: Qrs.: [1313, 1205, 1329, 1216]
column-2-chartist-intelligence-continued: [302, 286, 549, 2212]
address-line: Secretary.: [984, 1605, 1022, 1617]
article-paragraph: [310, 962, 542, 1034]
article-text: —The demand for Flour during the week was very limited ; consumers having previously supplied themselves, were unwilling to increase their stocks, and the late obtainable rates could not be realised. In Oats or Oatmeal the transactions were of a similar character. There was but a slender attendance of buyers at our market this morning, and Wheat met a very languid inquiry, at a decline of 1d. to 2d. per 70lbs. The Flour trade was likewise in a very inanimate state ; the currency of this day se’nnight was not reported, and some descriptions were purchased at a reduction of 1s. per sack. In Oats and Oatmeal only a limited business in retail was done, and we do not vary the quotations. No changes can be noted in the value of other articles.: [1298, 1692, 1530, 1836]
article-text: Holland’s Balsam of Spruce is prepared regularly in bottles, and has been for years one of the blessings of life, and may be had by his agents ; and by, wholesale, throughout the United Kingdom :—Hobson, Star Office, Leeds ; Hartley, Halifax ; Brooke and Co., Doncaster ; Hardman, Bradford ; and all Medicine Venders.: [1051, 1772, 1283, 1845]
address-line: Philadelphia, Feb. 4.: [695, 1678, 775, 1690]
article-text: A Discussion and Mutual Improvement Class is held every evening, at seven o’clock, in the Chartist Association Room. A Co-operative Store is established on the following plan, namely, the parties club their money, and go and buy flour, bacon, potatoes, &c., wholesale, and then divide them among each other ; by this means there is twopence per dozen saved in flour, twopence per pound in bacon. The place where the Co-operative parties meet, is in Mr. Price’s, Cobourg-street. There is no profit to any party, and no money retained in hand—so there can be no roguery.: [63, 1102, 295, 1223]
